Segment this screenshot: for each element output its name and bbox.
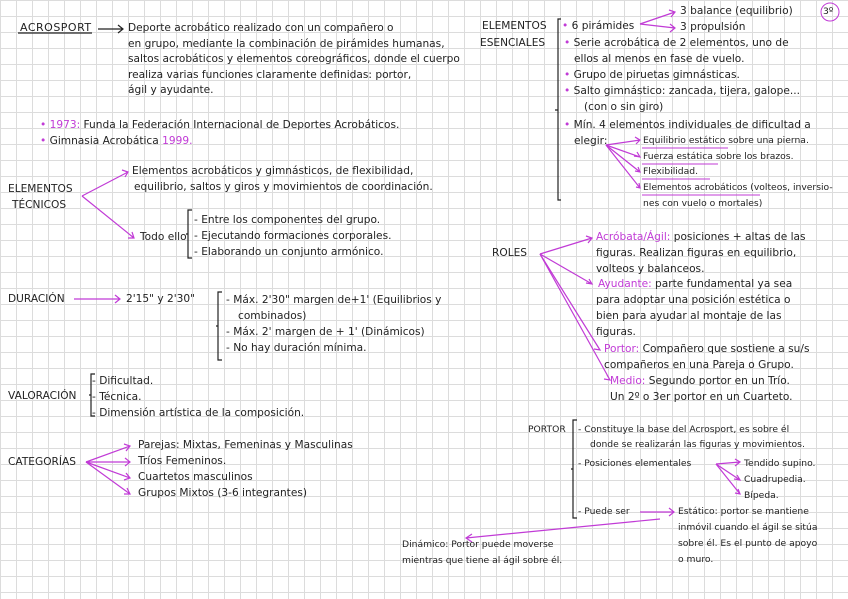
esenciales-title-1: ELEMENTOS xyxy=(482,20,547,32)
elegir-item: Elementos acrobáticos (volteos, inversio- xyxy=(643,182,833,193)
role-line: Un 2º o 3er portor en un Cuarteto. xyxy=(610,391,793,403)
elementos-tecnicos-title-2: TÉCNICOS xyxy=(12,199,67,211)
balance-badge: 3º xyxy=(823,6,834,17)
definition-line: en grupo, mediante la combinación de pirámides humanas, xyxy=(128,37,445,50)
definition-line: saltos acrobáticos y elementos coreográficos, donde el cuerpo xyxy=(128,53,460,66)
portor-line: donde se realizarán las figuras y movimientos. xyxy=(590,439,805,450)
categoria-item: Parejas: Mixtas, Femeninas y Masculinas xyxy=(138,439,353,451)
brace-icon xyxy=(555,19,561,200)
role-acrobata: Acróbata/Ágil: posiciones + altas de las xyxy=(596,231,806,243)
elegir-item: Equilibrio estático sobre una pierna. xyxy=(643,135,809,146)
acrosport-title: ACROSPORT xyxy=(20,21,92,34)
duracion-item: - No hay duración mínima. xyxy=(226,342,367,354)
history-year: 1999. xyxy=(162,135,193,147)
esenciales-title-2: ESENCIALES xyxy=(480,37,546,49)
estatico-line: inmóvil cuando el ágil se sitúa xyxy=(678,522,818,533)
elementos-line: equilibrio, saltos y giros y movimientos de coordinación. xyxy=(134,181,433,193)
posicion-item: Cuadrupedia. xyxy=(744,474,806,485)
piramides: • 6 pirámides xyxy=(562,20,635,32)
duracion-value: 2'15" y 2'30" xyxy=(126,293,196,305)
todo-item: - Elaborando un conjunto armónico. xyxy=(194,246,384,258)
history-text: Gimnasia Acrobática xyxy=(49,135,159,147)
bullet: • xyxy=(40,135,47,147)
categorias-title: CATEGORÍAS xyxy=(8,456,76,468)
esencial-item: (con o sin giro) xyxy=(584,101,664,113)
balance: 3 balance (equilibrio) xyxy=(680,5,793,17)
role-line: figuras. Realizan figuras en equilibrio, xyxy=(596,247,797,259)
role-line: figuras. xyxy=(596,326,636,338)
portor-line: - Constituye la base del Acrosport, es sobre él xyxy=(578,424,790,435)
brace-icon xyxy=(571,420,577,518)
elementos-line: Elementos acrobáticos y gimnásticos, de flexibilidad, xyxy=(132,165,414,177)
roles-title: ROLES xyxy=(492,247,528,259)
definition-line: ágil y ayudante. xyxy=(128,84,214,97)
valoracion-item: - Dificultad. xyxy=(92,375,154,387)
elegir-item: Fuerza estática sobre los brazos. xyxy=(643,151,794,162)
brace-icon xyxy=(216,292,222,360)
definition-line: realiza varias funciones claramente definidas: portor, xyxy=(128,68,412,81)
duracion-item: - Máx. 2'30" margen de+1' (Equilibrios y xyxy=(226,294,442,306)
duracion-item: combinados) xyxy=(238,310,307,322)
estatico-line: sobre él. Es el punto de apoyo xyxy=(678,538,818,549)
dinamico-line: mientras que tiene al ágil sobre él. xyxy=(402,555,563,566)
acrosport-definition xyxy=(128,21,460,99)
categoria-item: Tríos Femeninos. xyxy=(138,455,227,467)
role-line: para adoptar una posición estética o xyxy=(596,294,791,306)
history-text: Funda la Federación Internacional de Deportes Acrobáticos. xyxy=(83,119,400,131)
history-item xyxy=(40,118,399,134)
valoracion-item: - Técnica. xyxy=(92,391,142,403)
role-line: volteos y balanceos. xyxy=(596,263,705,275)
role-line: bien para ayudar al montaje de las xyxy=(596,310,782,322)
role-portor: Portor: Compañero que sostiene a su/s xyxy=(604,343,810,355)
duracion-item: - Máx. 2' margen de + 1' (Dinámicos) xyxy=(226,326,425,338)
categoria-item: Cuartetos masculinos xyxy=(138,471,253,483)
history-item xyxy=(40,134,192,150)
propulsion: 3 propulsión xyxy=(680,21,746,33)
todo-ello-label: Todo ello xyxy=(140,231,187,243)
posicion-item: Tendido supino. xyxy=(744,458,816,469)
duracion-title: DURACIÓN xyxy=(8,293,65,305)
todo-item: - Entre los componentes del grupo. xyxy=(194,214,381,226)
bullet: • xyxy=(40,119,47,131)
esencial-item: ellos al menos en fase de vuelo. xyxy=(574,53,745,65)
arrow-icon xyxy=(98,25,123,33)
portor-puede-ser: - Puede ser xyxy=(578,506,630,517)
dinamico-line: Dinámico: Portor puede moverse xyxy=(402,539,554,550)
history-year: 1973: xyxy=(49,119,81,131)
esencial-item: • Grupo de piruetas gimnásticas. xyxy=(564,69,740,81)
portor-title: PORTOR xyxy=(528,424,566,435)
posicion-item: Bípeda. xyxy=(744,490,779,501)
esencial-item: • Mín. 4 elementos individuales de dificultad a xyxy=(564,119,811,131)
esencial-item: • Salto gimnástico: zancada, tijera, galope... xyxy=(564,85,800,97)
role-line: compañeros en una Pareja o Grupo. xyxy=(604,359,794,371)
role-medio: Medio: Segundo portor en un Trío. xyxy=(610,375,790,387)
esencial-item: • Serie acrobática de 2 elementos, uno de xyxy=(564,37,789,49)
elegir-item: nes con vuelo o mortales) xyxy=(643,198,763,209)
portor-posiciones: - Posiciones elementales xyxy=(578,458,692,469)
esencial-item: elegir: xyxy=(574,135,608,147)
todo-item: - Ejecutando formaciones corporales. xyxy=(194,230,392,242)
elementos-tecnicos-title-1: ELEMENTOS xyxy=(8,183,73,195)
estatico-line: o muro. xyxy=(678,554,714,565)
role-ayudante: Ayudante: parte fundamental ya sea xyxy=(598,278,793,290)
categoria-item: Grupos Mixtos (3-6 integrantes) xyxy=(138,487,307,499)
definition-line: Deporte acrobático realizado con un compañero o xyxy=(128,22,394,34)
valoracion-item: - Dimensión artística de la composición. xyxy=(92,407,305,419)
valoracion-title: VALORACIÓN xyxy=(8,390,77,402)
elegir-item: Flexibilidad. xyxy=(643,166,699,177)
estatico-line: Estático: portor se mantiene xyxy=(678,506,809,517)
